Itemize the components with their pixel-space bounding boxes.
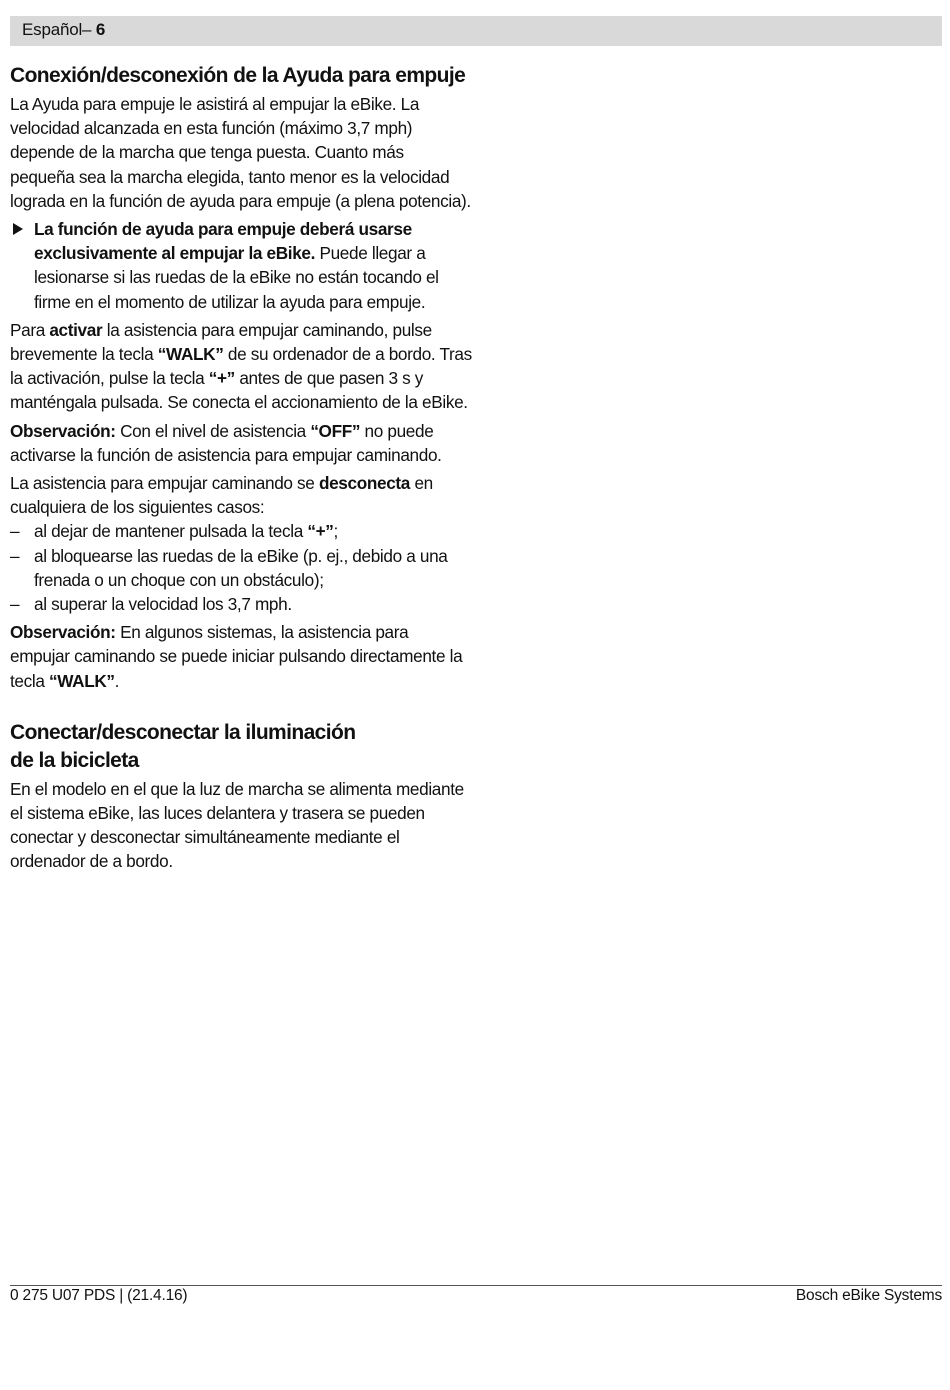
note2-label: Observación: xyxy=(10,622,116,643)
dash-mark: – xyxy=(10,545,20,566)
warning-text: Puede llegar a lesionarse si las ruedas de la eBike no están tocando el firme en el momento de utilizar la ayuda para empuje. xyxy=(34,243,439,312)
warning-bold-text: La función de ayuda para empuje deberá usarse exclusivamente al empujar la eBike. xyxy=(34,219,412,264)
section2-title-line1: Conectar/desconectar la iluminación xyxy=(10,720,356,744)
disconnect-bold-1: desconecta xyxy=(318,473,411,494)
header-separator: – xyxy=(82,20,92,39)
section2-body: En el modelo en el que la luz de marcha se alimenta mediante el sistema eBike, las luces delantera y trasera se pueden conectar y desconectar simultáneamente mediante el ordenador de a bordo. xyxy=(10,778,464,872)
warning-triangle-icon xyxy=(13,223,23,235)
activate-text-4: antes de que pasen 3 s y manténgala pulsada. Se conecta el accionamiento de la eBike. xyxy=(10,368,468,413)
list-item xyxy=(10,519,472,543)
page-header xyxy=(10,16,942,46)
note1-bold-1: “OFF” xyxy=(310,420,361,441)
list3-text: al superar la velocidad los 3,7 mph. xyxy=(34,594,292,615)
note1-label: Observación: xyxy=(10,420,116,441)
warning-paragraph xyxy=(10,217,472,314)
activate-bold-3: “+” xyxy=(208,368,235,389)
activate-text-3: de su ordenador de a bordo. Tras la activación, pulse la tecla xyxy=(10,344,472,389)
header-language: Español xyxy=(22,20,83,39)
footer-company: Bosch eBike Systems xyxy=(795,1287,942,1304)
footer-document-id: 0 275 U07 PDS | (21.4.16) xyxy=(10,1287,188,1304)
dash-mark: – xyxy=(10,594,20,615)
activate-paragraph xyxy=(10,318,472,415)
activate-bold-2: “WALK” xyxy=(157,344,224,365)
activate-text-2: la asistencia para empujar caminando, pulse brevemente la tecla xyxy=(10,319,432,365)
list-item xyxy=(10,544,472,592)
footer-divider xyxy=(10,1285,942,1286)
section2-title-line2: de la bicicleta xyxy=(10,748,139,772)
section1-title: Conexión/desconexión de la Ayuda para empuje xyxy=(10,64,466,87)
disconnect-list xyxy=(10,519,472,616)
note1-text-2: no puede activarse la función de asistencia para empujar caminando. xyxy=(10,420,442,465)
disconnect-paragraph xyxy=(10,471,472,519)
list1-text-1: al dejar de mantener pulsada la tecla xyxy=(34,521,308,542)
note2-bold-1: “WALK” xyxy=(48,670,115,691)
list-item xyxy=(10,592,472,616)
note1-paragraph xyxy=(10,419,472,467)
page-number: 6 xyxy=(95,20,106,39)
main-column xyxy=(10,62,472,878)
list2-text: al bloquearse las ruedas de la eBike (p. ej., debido a una frenada o un choque con un obstáculo); xyxy=(34,545,448,590)
list1-text-2: ; xyxy=(333,521,338,542)
list1-bold-1: “+” xyxy=(307,521,334,542)
note2-text-1: En algunos sistemas, la asistencia para empujar caminando se puede iniciar pulsando directamente la tecla xyxy=(10,622,463,691)
note2-paragraph xyxy=(10,620,472,693)
disconnect-text-2: en cualquiera de los siguientes casos: xyxy=(10,473,433,518)
note1-text-1: Con el nivel de asistencia xyxy=(115,420,311,441)
disconnect-text-1: La asistencia para empujar caminando se xyxy=(10,473,319,494)
note2-text-2: . xyxy=(114,670,120,691)
section1-intro: La Ayuda para empuje le asistirá al empujar la eBike. La velocidad alcanzada en esta función (máximo 3,7 mph) depende de la marcha que tenga puesta. Cuanto más pequeña sea la marcha elegida, tanto menor es la velocidad lograda en la función de ayuda para empuje (a plena potencia). xyxy=(10,94,471,211)
activate-text-1: Para xyxy=(10,319,50,340)
activate-bold-1: activar xyxy=(49,319,103,340)
header-text xyxy=(22,20,105,40)
section2-title xyxy=(10,719,472,775)
dash-mark: – xyxy=(10,521,20,542)
